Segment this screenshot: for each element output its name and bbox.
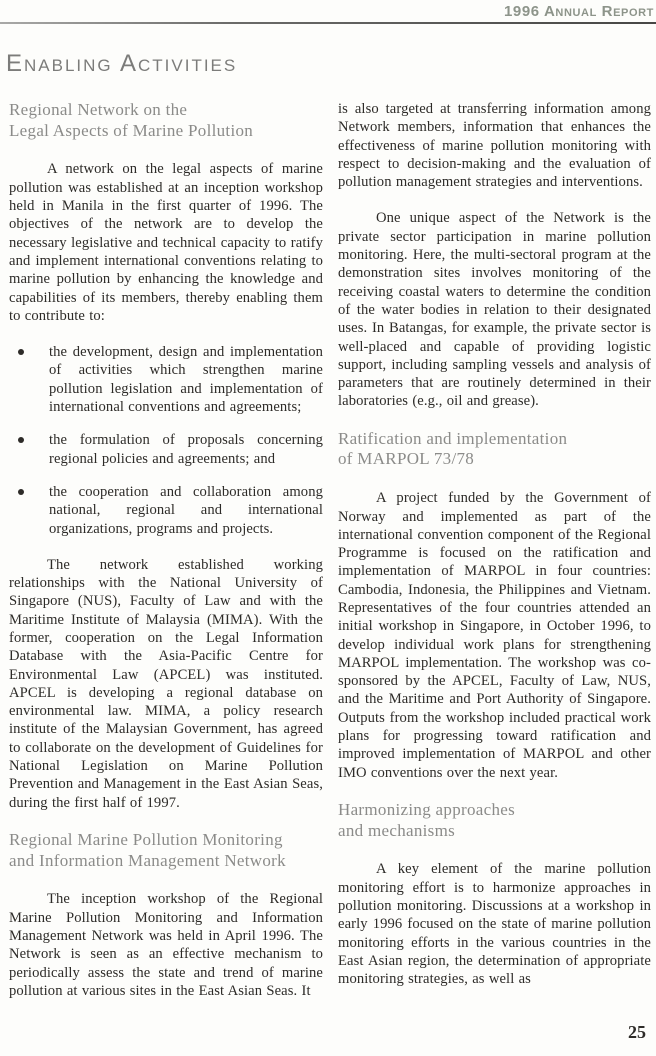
bullet-item — [9, 431, 323, 468]
page-title: Enabling Activities — [6, 50, 238, 77]
bullet-list — [9, 343, 323, 538]
heading-line: Regional Network on the — [9, 100, 188, 119]
page-number: 25 — [628, 1022, 646, 1042]
bullet-item — [9, 483, 323, 538]
section-heading-regional-network — [9, 100, 323, 141]
body-paragraph-continuation: is also targeted at transferring information among Network members, information that enhances the effectiveness of marine pollution monitoring with respect to decision-making and the evaluation of pollution management strategies and interventions. — [338, 101, 651, 191]
heading-line: Ratification and implementation — [338, 428, 568, 448]
two-column-layout — [9, 100, 651, 1018]
left-column — [9, 100, 323, 1018]
header-rule — [0, 22, 656, 24]
heading-line: Harmonizing approaches — [338, 799, 516, 819]
bullet-text: the formulation of proposals concerning regional policies and agreements; and — [49, 432, 323, 467]
bullet-item — [9, 343, 323, 416]
heading-line: Legal Aspects of Marine Pollution — [9, 120, 254, 140]
body-paragraph: A key element of the marine pollution monitoring effort is to harmonize approaches in pollution monitoring. Discussions at a workshop in early 1996 focused on the state of marine pollution monitoring efforts in the various countries in the East Asian region, the determination of appropriate monitoring strategies, as well as — [338, 861, 651, 988]
heading-line: Regional Marine Pollution Monitoring — [9, 829, 283, 849]
bullet-text: the cooperation and collaboration among national, regional and international organizations, programs and projects. — [49, 483, 323, 537]
heading-line: of MARPOL 73/78 — [338, 449, 475, 469]
bullet-dot-icon — [18, 437, 24, 443]
body-paragraph: A network on the legal aspects of marine pollution was established at an inception workshop held in Manila in the first quarter of 1996. The objectives of the network are to develop the necessary legislative and technical capacity to ratify and implement international conventions relating to marine pollution by enhancing the knowledge and capabilities of its members, thereby enabling them to contribute to: — [9, 161, 323, 324]
report-header: 1996 Annual Report — [503, 3, 654, 20]
right-column — [338, 100, 651, 1018]
body-paragraph: A project funded by the Government of Norway and implemented as part of the international convention component of the Regional Programme is focused on the ratification and implementation of MARPOL in four countries: Cambodia, Indonesia, the Philippines and Vietnam. Representatives of the four countries attended an initial workshop in Singapore, in October 1996, to develop individual work plans for strengthening MARPOL implementation. The workshop was co-sponsored by the APCEL, Faculty of Law, NUS, and the Maritime and Port Authority of Singapore. Outputs from the workshop included practical work plans for progressing toward ratification and improved implementation of MARPOL and other IMO conventions over the next year. — [338, 490, 651, 781]
section-heading-marpol — [338, 429, 651, 470]
section-heading-harmonizing — [338, 800, 651, 841]
bullet-dot-icon — [18, 349, 24, 355]
heading-line: and mechanisms — [338, 820, 456, 840]
heading-line: and Information Management Network — [9, 850, 286, 870]
bullet-text: the development, design and implementation of activities which strengthen marine pollution legislation and implementation of international conventions and agreements; — [49, 344, 323, 416]
body-paragraph: One unique aspect of the Network is the private sector participation in marine pollution monitoring. Here, the multi-sectoral program at the demonstration sites involves monitoring of the receiving coastal waters to determine the condition of the water bodies in relation to their designated uses. In Batangas, for example, the private sector is well-placed and capable of providing logistic support, including sampling vessels and analysis of parameters that are routinely determined in their laboratories (e.g., oil and grease). — [338, 210, 651, 410]
body-paragraph: The network established working relationships with the National University of Singapore (NUS), Faculty of Law and with the Maritime Institute of Malaysia (MIMA). With the former, cooperation on the Legal Information Database with the Asia-Pacific Centre for Environmental Law (APCEL) was instituted. APCEL is developing a regional database on environmental law. MIMA, a policy research institute of the Malaysian Government, has agreed to collaborate on the development of Guidelines for National Legislation on Marine Pollution Prevention and Management in the East Asian Seas, during the first half of 1997. — [9, 556, 323, 811]
section-heading-monitoring-network — [9, 830, 323, 871]
bullet-dot-icon — [18, 489, 24, 495]
body-paragraph: The inception workshop of the Regional Marine Pollution Monitoring and Information Management Network was held in April 1996. The Network is seen as an effective mechanism to periodically assess the state and trend of marine pollution at various sites in the East Asian Seas. It — [9, 891, 323, 999]
